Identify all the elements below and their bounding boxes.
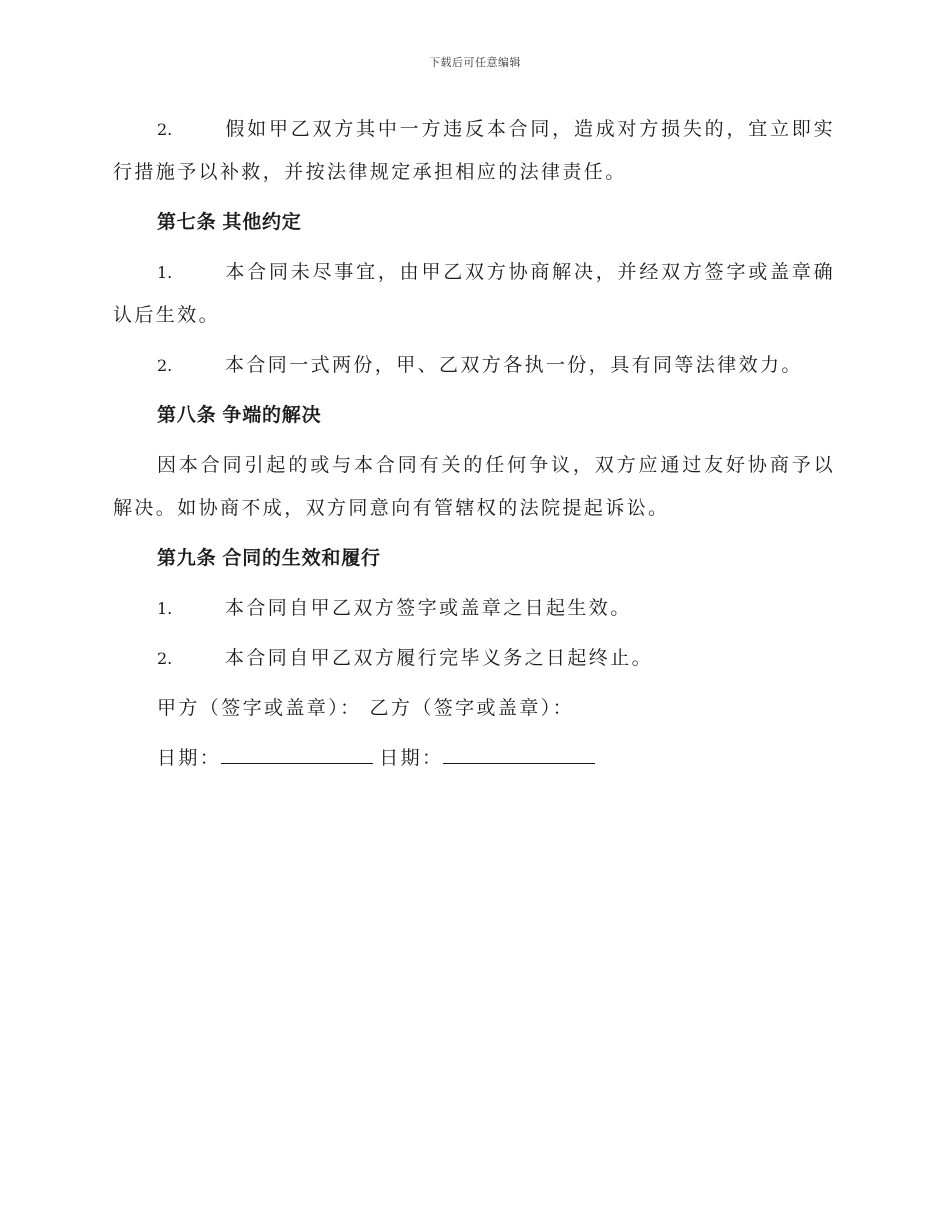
article-title: 争端的解决	[222, 404, 322, 426]
article-title: 合同的生效和履行	[222, 547, 381, 569]
page-header: 下载后可任意编辑	[429, 56, 521, 69]
clause-item	[113, 108, 835, 194]
item-text: 本合同自甲乙双方签字或盖章之日起生效。	[225, 597, 632, 619]
article-heading	[157, 394, 835, 437]
article-title: 其他约定	[222, 211, 302, 233]
signature-dates	[157, 737, 835, 780]
document-body	[113, 108, 835, 787]
clause-item	[113, 251, 835, 337]
clause-item	[113, 637, 835, 680]
item-number: 1.	[157, 263, 173, 282]
item-text: 假如甲乙双方其中一方违反本合同，造成对方损失的，宜立即实行措施予以补救，并按法律规定承担相应的法律责任。	[113, 118, 835, 183]
date-b-label: 日期：	[379, 747, 444, 769]
item-text: 本合同未尽事宜，由甲乙双方协商解决，并经双方签字或盖章确认后生效。	[113, 261, 835, 326]
date-a-blank-line	[221, 745, 373, 764]
article-label: 第九条	[157, 547, 217, 569]
date-b-blank-line	[443, 745, 595, 764]
article-heading	[157, 537, 835, 580]
article-label: 第七条	[157, 211, 217, 233]
item-text: 本合同一式两份，甲、乙双方各执一份，具有同等法律效力。	[225, 354, 803, 376]
party-b-signature-label: 乙方（签字或盖章）：	[369, 697, 575, 719]
clause-item	[113, 344, 835, 387]
date-a-label: 日期：	[157, 747, 222, 769]
item-number: 1.	[157, 599, 173, 618]
article-label: 第八条	[157, 404, 217, 426]
item-text: 本合同自甲乙双方履行完毕义务之日起终止。	[225, 647, 654, 669]
signature-parties	[157, 687, 835, 730]
clause-paragraph: 因本合同引起的或与本合同有关的任何争议，双方应通过友好协商予以解决。如协商不成，双方同意向有管辖权的法院提起诉讼。	[113, 454, 835, 519]
item-number: 2.	[157, 649, 173, 668]
clause-item	[113, 587, 835, 630]
item-number: 2.	[157, 120, 173, 139]
item-number: 2.	[157, 356, 173, 375]
party-a-signature-label: 甲方（签字或盖章）：	[157, 697, 362, 719]
article-heading	[157, 201, 835, 244]
